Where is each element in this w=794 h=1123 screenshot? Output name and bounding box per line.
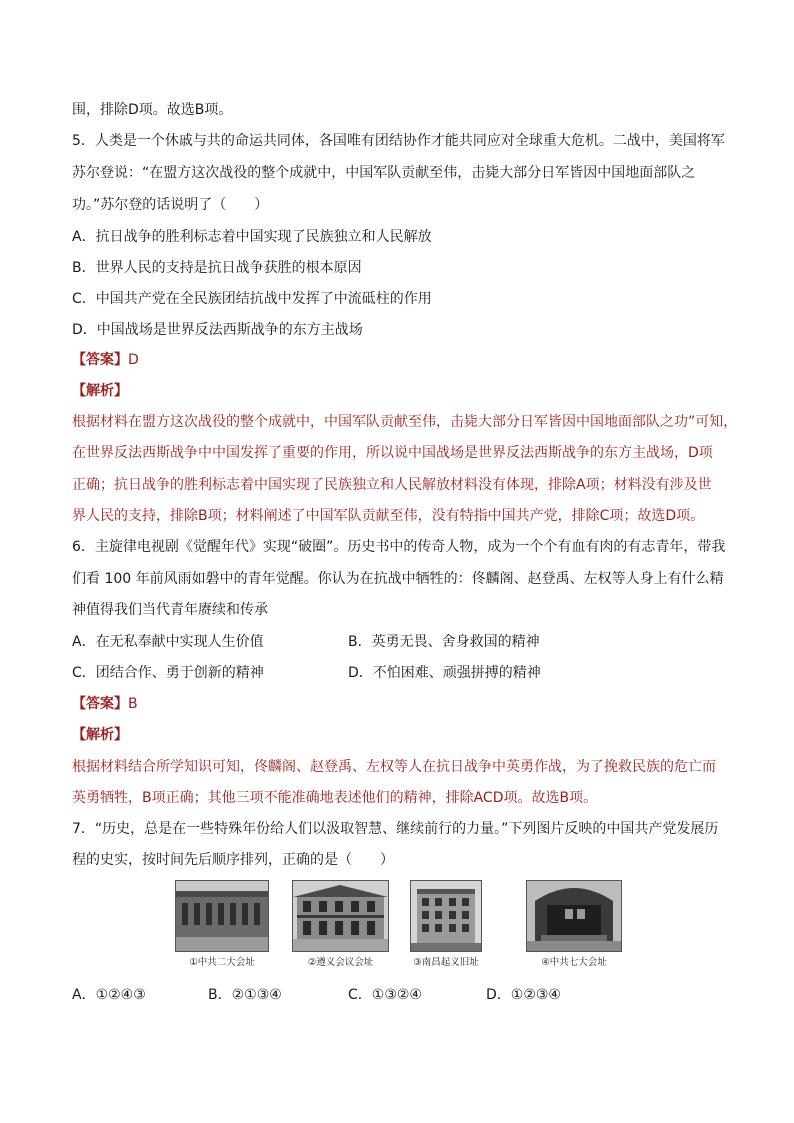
q7-photo-2 bbox=[292, 880, 389, 968]
q6-option-a: A．在无私奉献中实现人生价值 bbox=[72, 634, 264, 650]
q5-analysis-line-4: 界人民的支持，排除B项；材料阐述了中国军队贡献至伟，没有特指中国共产党，排除C项；故选D项。 bbox=[72, 508, 705, 524]
q7-stem-line-1: 7．“历史，总是在一些特殊年份给人们以汲取智慧、继续前行的力量。”下列图片反映的中国共产党发展历 bbox=[72, 821, 719, 837]
photo-caption: ①中共二大会址 bbox=[189, 957, 255, 968]
q7-photo-1 bbox=[175, 880, 269, 968]
q6-option-c: C．团结合作、勇于创新的精神 bbox=[72, 665, 264, 681]
q5-option-b: B．世界人民的支持是抗日战争获胜的根本原因 bbox=[72, 260, 362, 276]
photo-caption: ②遵义会议会址 bbox=[307, 957, 374, 968]
answer-tag: 【答案】 bbox=[72, 352, 128, 368]
q6-stem-line-1: 6．主旋律电视剧《觉醒年代》实现“破圈”。历史书中的传奇人物，成为一个个有血有肉的有志青年，带我 bbox=[72, 539, 726, 555]
q6-option-d: D．不怕困难、顽强拼搏的精神 bbox=[348, 665, 541, 681]
q7-option-d: D．①②③④ bbox=[486, 987, 561, 1003]
q6-stem-line-3: 神值得我们当代青年赓续和传承 bbox=[72, 602, 268, 618]
q7-option-a: A．①②④③ bbox=[72, 987, 146, 1003]
photo-image bbox=[526, 880, 622, 952]
q6-analysis-line-2: 英勇牺牲，B项正确；其他三项不能准确地表述他们的精神，排除ACD项。故选B项。 bbox=[72, 790, 598, 806]
q6-analysis-tag: 【解析】 bbox=[72, 727, 128, 743]
q5-option-d: D．中国战场是世界反法西斯战争的东方主战场 bbox=[72, 322, 363, 338]
q5-option-a: A．抗日战争的胜利标志着中国实现了民族独立和人民解放 bbox=[72, 229, 432, 245]
photo-image bbox=[292, 880, 389, 952]
answer-value: D bbox=[128, 352, 139, 368]
q6-options-row-1 bbox=[72, 632, 722, 652]
q6-stem-line-2: 们看 100 年前风雨如磐中的青年觉醒。你认为在抗战中牺牲的：佟麟阁、赵登禹、左权等人身上有什么精 bbox=[72, 571, 724, 587]
answer-value: B bbox=[128, 696, 138, 712]
q7-option-b: B．②①③④ bbox=[208, 987, 282, 1003]
q6-answer bbox=[72, 694, 138, 714]
answer-tag: 【答案】 bbox=[72, 696, 128, 712]
q7-photo-3 bbox=[410, 880, 482, 968]
intro-line: 围，排除D项。故选B项。 bbox=[72, 102, 233, 118]
q7-stem-line-2: 程的史实，按时间先后顺序排列，正确的是（ ） bbox=[72, 852, 394, 868]
photo-image bbox=[175, 880, 269, 952]
q5-stem-line-3: 功。”苏尔登的话说明了（ ） bbox=[72, 197, 269, 213]
q5-analysis-line-1: 根据材料在盟方这次战役的整个成就中，中国军队贡献至伟，击毙大部分日军皆因中国地面部队之功”可知， bbox=[72, 414, 738, 430]
q7-option-c: C．①③②④ bbox=[348, 987, 422, 1003]
q5-analysis-line-2: 在世界反法西斯战争中中国发挥了重要的作用，所以说中国战场是世界反法西斯战争的东方主战场，D项 bbox=[72, 445, 713, 461]
photo-caption: ③南昌起义旧址 bbox=[413, 957, 479, 968]
q5-stem-line-2: 苏尔登说：“在盟方这次战役的整个成就中，中国军队贡献至伟，击毙大部分日军皆因中国地面部队之 bbox=[72, 165, 696, 181]
q5-answer bbox=[72, 350, 139, 370]
q6-options-row-2 bbox=[72, 663, 722, 683]
q6-option-b: B．英勇无畏、舍身救国的精神 bbox=[348, 634, 540, 650]
q6-analysis-line-1: 根据材料结合所学知识可知，佟麟阁、赵登禹、左权等人在抗日战争中英勇作战，为了挽救民族的危亡而 bbox=[72, 759, 716, 775]
q5-option-c: C．中国共产党在全民族团结抗战中发挥了中流砥柱的作用 bbox=[72, 291, 432, 307]
q5-stem-line-1: 5．人类是一个休戚与共的命运共同体，各国唯有团结协作才能共同应对全球重大危机。二战中，美国将军 bbox=[72, 133, 725, 149]
q7-photo-strip bbox=[170, 880, 630, 975]
q5-analysis-tag: 【解析】 bbox=[72, 383, 128, 399]
q5-analysis-line-3: 正确；抗日战争的胜利标志着中国实现了民族独立和人民解放材料没有体现，排除A项；材料没有涉及世 bbox=[72, 477, 712, 493]
photo-image bbox=[410, 880, 482, 952]
photo-caption: ④中共七大会址 bbox=[541, 957, 607, 968]
q7-photo-4 bbox=[526, 880, 622, 968]
